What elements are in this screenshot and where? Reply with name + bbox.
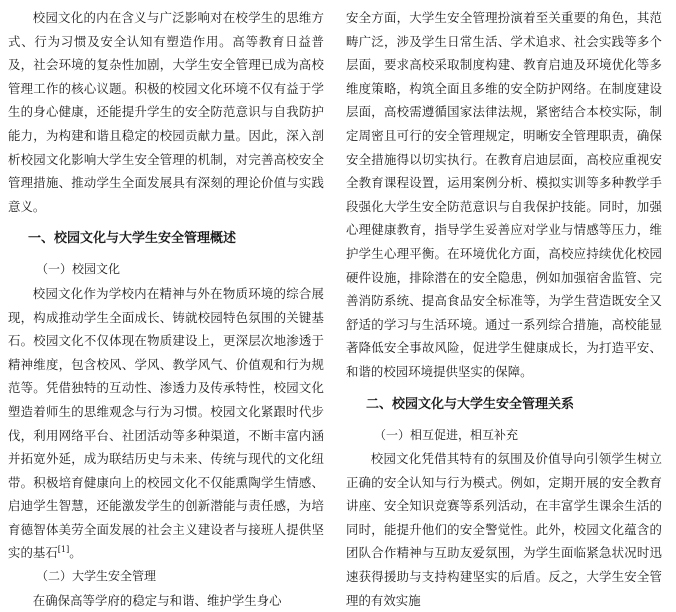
section-heading-overview: 一、校园文化与大学生安全管理概述 (28, 231, 237, 247)
right-column (346, 6, 662, 612)
citation-marker: [1] (57, 545, 70, 555)
intro-paragraph: 校园文化的内在含义与广泛影响对在校学生的思维方式、行为习惯及安全认知有塑造作用。高等教育日益普及，社会环境的复杂性加剧，大学生安全管理已成为高校管理工作的核心议题。积极的校园文化环境不仅有益于学生的身心健康，还能提升学生的安全防范意识与自我防护能力，为构建和谐且稳定的校园贡献力量。因此，深入剖析校园文化影响大学生安全管理的机制，对完善高校安全管理措施、推动学生全面发展具有深刻的理论价值与实践意义。 (8, 10, 324, 214)
campus-culture-text: 校园文化作为学校内在精神与外在物质环境的综合展现，构成推动学生全面成长、铸就校园特色氛围的关键基石。校园文化不仅体现在物质建设上，更深层次地渗透于精神维度，包含校风、学风、教学风气、价值观和行为规范等。凭借独特的互动性、渗透力及传承特性，校园文化塑造着师生的思维观念与行为习惯。校园文化紧跟时代步伐，利用网络平台、社团活动等多种渠道，不断丰富内涵并拓宽外延，成为联结历史与未来、传统与现代的文化纽带。积极培育健康向上的校园文化不仅能熏陶学生情感、启迪学生智慧，还能激发学生的创新潜能与责任感，为培育德智体美劳全面发展的社会主义建设者与接班人提供坚实的基石 (8, 285, 324, 561)
campus-culture-paragraph (8, 282, 324, 565)
paragraph-end-punctuation: 。 (69, 545, 82, 561)
safety-management-paragraph-continued: 安全方面，大学生安全管理扮演着至关重要的角色，其范畴广泛，涉及学生日常生活、学术追求、社会实践等多个层面，要求高校采取制度构建、教育启迪及环境优化等多维度策略，构筑全面且多维的安全防护网络。在制度建设层面，高校需遵循国家法律法规，紧密结合本校实际，制定周密且可行的安全管理规定，明晰安全管理职责，确保安全措施得以切实执行。在教育启迪层面，高校应重视安全教育课程设置，运用案例分析、模拟实训等多种教学手段强化大学生安全防范意识与自我保护技能。同时，加强心理健康教育，指导学生妥善应对学业与情感等压力，维护学生心理平衡。在环境优化方面，高校应持续优化校园硬件设施，排除潜在的安全隐患，例如加强宿舍监管、完善消防系统、提高食品安全标准等，为学生营造既安全又舒适的学习与生活环境。通过一系列综合措施，高校能显著降低安全事故风险，促进学生健康成长，为打造平安、和谐的校园环境提供坚实的保障。 (346, 10, 662, 379)
subsection-heading-campus-culture: （一）校园文化 (36, 262, 121, 277)
mutual-promotion-paragraph: 校园文化凭借其特有的氛围及价值导向引领学生树立正确的安全认知与行为模式。例如，定期开展的安全教育讲座、安全知识竞赛等系列活动，在丰富学生课余生活的同时，能提升他们的安全警觉性。此外，校园文化蕴含的团队合作精神与互助友爱氛围，为学生面临紧急状况时迅速获得援助与支持构建坚实的后盾。反之，大学生安全管理的有效实施 (346, 451, 662, 608)
subsection-heading-mutual-promotion: （一）相互促进，相互补充 (374, 427, 519, 442)
section-heading-relationship: 二、校园文化与大学生安全管理关系 (366, 396, 575, 412)
safety-management-paragraph-start: 在确保高等学府的稳定与和谐、维护学生身心 (32, 592, 282, 608)
left-column (8, 6, 324, 612)
subsection-heading-safety-management: （二）大学生安全管理 (36, 569, 157, 584)
